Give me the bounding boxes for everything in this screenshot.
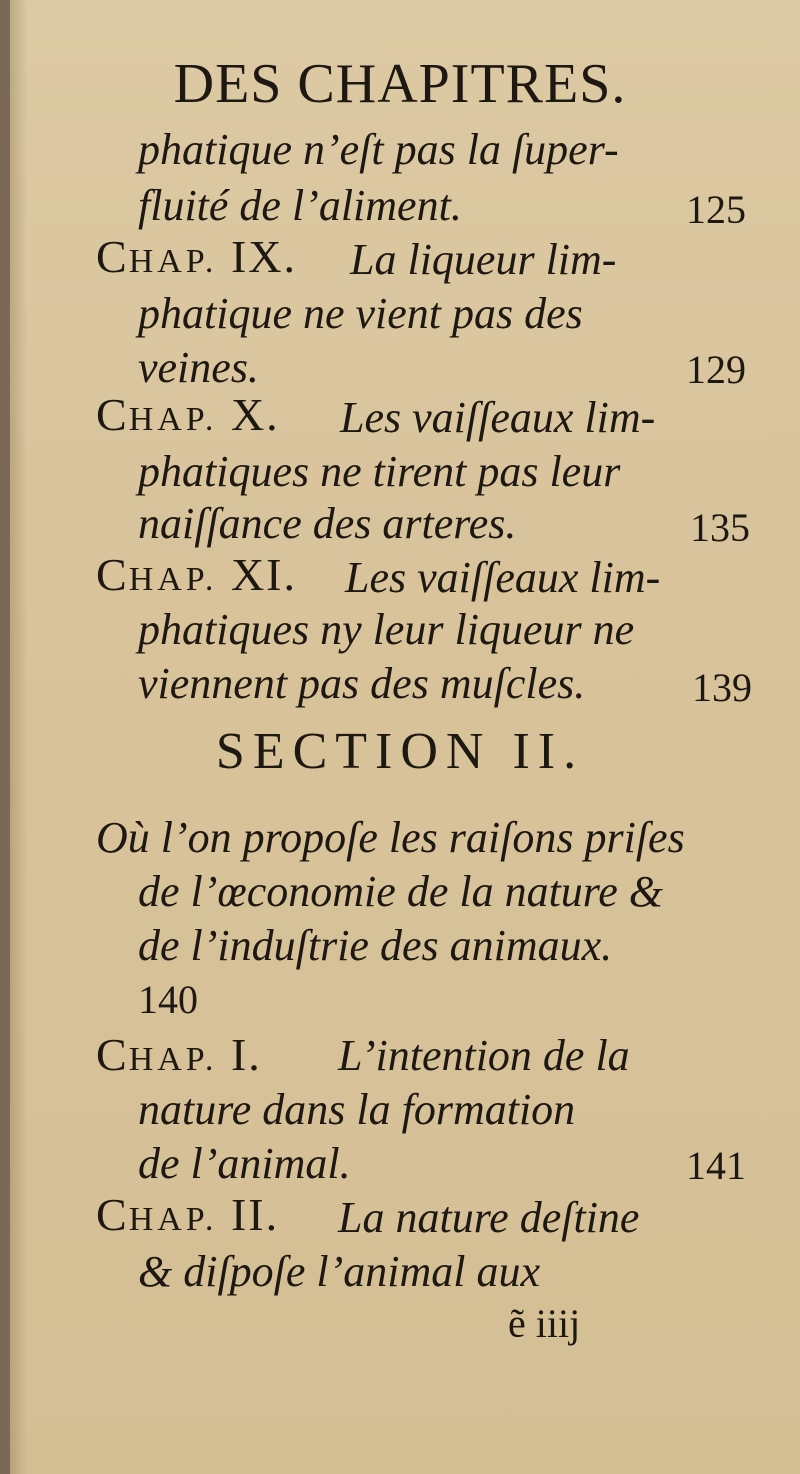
section-line: Où l’on propoſe les raiſons priſes [96,813,685,862]
entry-line: naiſſance des arteres. [138,499,517,548]
section-line: de l’œconomie de la nature & [138,867,664,916]
entry-line: phatiques ne tirent pas leur [138,447,621,496]
chapter-initial: C [96,231,129,282]
section-heading: SECTION II. [215,723,585,780]
chapter-initial: C [96,1029,129,1080]
chapter-label [96,548,297,601]
signature-mark: ẽ iiij [508,1301,581,1346]
page-number: 140 [138,977,198,1022]
chapter-initial: C [96,389,129,440]
page-number: 129 [686,347,746,392]
entry-line: fluité de l’aliment. [138,181,462,230]
entry-line: veines. [138,343,259,392]
entry-line: Les vaiſſeaux lim- [340,393,656,442]
entry-line: phatiques ny leur liqueur ne [138,605,635,654]
entry-line: L’intention de la [338,1031,630,1080]
chapter-smallcaps: HAP. [128,401,218,438]
chapter-label [96,230,297,283]
entry-line: La liqueur lim- [350,235,617,284]
chapter-label [96,1028,262,1081]
entry-line: & diſpoſe l’animal aux [138,1247,541,1296]
chapter-initial: C [96,549,129,600]
chapter-label [96,388,280,441]
running-head: DES CHAPITRES. [173,53,627,115]
chapter-smallcaps: HAP. [128,243,218,280]
entry-line: phatique n’eſt pas la ſuper- [138,125,619,174]
chapter-number: IX. [230,231,297,282]
chapter-number: II. [230,1189,280,1240]
entry-line: Les vaiſſeaux lim- [345,553,661,602]
page-number: 125 [686,187,746,232]
chapter-smallcaps: HAP. [128,1041,218,1078]
entry-line: de l’animal. [138,1139,351,1188]
chapter-smallcaps: HAP. [128,561,218,598]
entry-line: La nature deſtine [338,1193,640,1242]
chapter-number: I. [230,1029,262,1080]
chapter-number: X. [230,389,280,440]
entry-line: nature dans la formation [138,1085,576,1134]
page-number: 135 [690,505,750,550]
chapter-number: XI. [230,549,297,600]
entry-line: phatique ne vient pas des [138,289,583,338]
page-number: 139 [692,665,752,710]
chapter-initial: C [96,1189,129,1240]
section-line: de l’induſtrie des animaux. [138,921,613,970]
entry-line: viennent pas des muſcles. [138,659,586,708]
chapter-label [96,1188,279,1241]
page-number: 141 [686,1143,746,1188]
chapter-smallcaps: HAP. [128,1201,218,1238]
